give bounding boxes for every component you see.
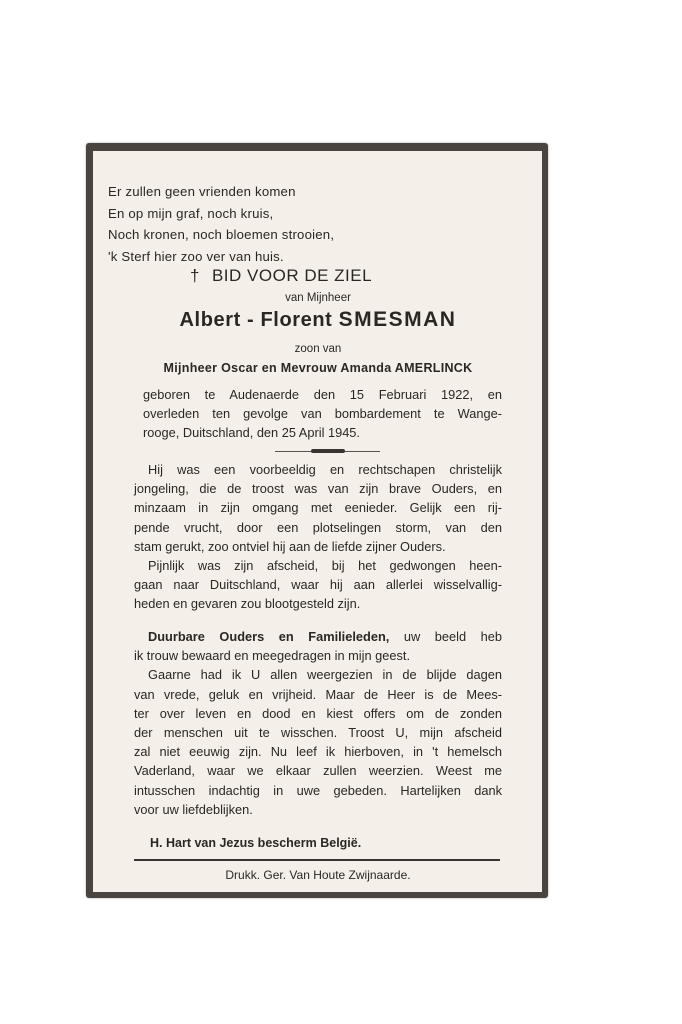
footer-divider [134,859,500,861]
given-names: Albert - Florent [179,309,333,331]
farewell-address: Duurbare Ouders en Familieleden, [148,629,390,644]
parents-line: Mijnheer Oscar en Mevrouw Amanda AMERLINCK [163,361,473,375]
farewell-line: intusschen indachtig in uwe gebeden. Hartelijken dank [134,782,502,798]
farewell-line: zal niet eeuwig zijn. Nu leef ik hierboven, in 't hemelsch [134,744,502,760]
biography-line: stam gerukt, zoo ontviel hij aan de liefde zijner Ouders. [134,538,446,554]
farewell-paragraph [134,627,502,819]
cross-icon: † [190,266,200,285]
farewell-line: voor uw liefdeblijken. [134,801,253,817]
biography-line: Pijnlijk was zijn afscheid, bij het gedwongen heen- [148,558,502,574]
birth-death-paragraph [143,385,502,443]
farewell-address-rest: uw beeld heb [389,629,502,644]
biography-line: heden en gevaren zou blootgesteld zijn. [134,596,361,612]
farewell-line: ter over leven en dood en kiest offers om de zonden [134,705,502,721]
farewell-line [134,627,502,646]
blessing-line: H. Hart van Jezus bescherm België. [150,836,362,850]
deceased-name [93,308,543,332]
title-line: van Mijnheer [285,292,351,304]
biography-line: minzaam in zijn omgang met eenieder. Gelijk een rij- [134,500,502,516]
poem-line: 'k Sterf hier zoo ver van huis. [108,248,284,264]
farewell-line: van vrede, geluk en vrijheid. Maar de Heer is de Mees- [134,686,502,702]
biography-paragraph [134,460,502,614]
son-of-line: zoon van [294,343,342,355]
farewell-line: der menschen uit te wisschen. Troost U, mijn afscheid [134,725,502,741]
poem-line: Noch kronen, noch bloemen strooien, [108,227,335,242]
farewell-line: ik trouw bewaard en meegedragen in mijn geest. [134,648,411,664]
farewell-line: Vaderland, waar we elkaar zullen weerzien. Weest me [134,763,502,779]
biography-line: gaan naar Duitschland, waar hij aan allerlei wisselvallig- [134,577,502,593]
surname: SMESMAN [338,308,457,331]
poem-line: En op mijn graf, noch kruis, [108,205,274,221]
birth-death-line: rooge, Duitschland, den 25 April 1945. [143,425,360,441]
poem-line: Er zullen geen vrienden komen [108,184,296,199]
biography-line: pende vrucht, door een plotselingen storm, van den [134,519,502,535]
poem [108,181,468,267]
birth-death-line: overleden ten gevolge van bombardement te Wange- [143,406,502,422]
prayer-text: BID VOOR DE ZIEL [211,266,373,285]
prayer-heading [190,266,372,286]
biography-line: jongeling, die de troost was van zijn brave Ouders, en [134,481,502,497]
farewell-line: Gaarne had ik U allen weergezien in de blijde dagen [148,667,502,683]
printer-credit: Drukk. Ger. Van Houte Zwijnaarde. [225,868,411,882]
ornament-divider [275,451,380,452]
biography-line: Hij was een voorbeeldig en rechtschapen christelijk [148,462,502,477]
birth-death-line: geboren te Audenaerde den 15 Februari 1922, en [143,387,502,402]
